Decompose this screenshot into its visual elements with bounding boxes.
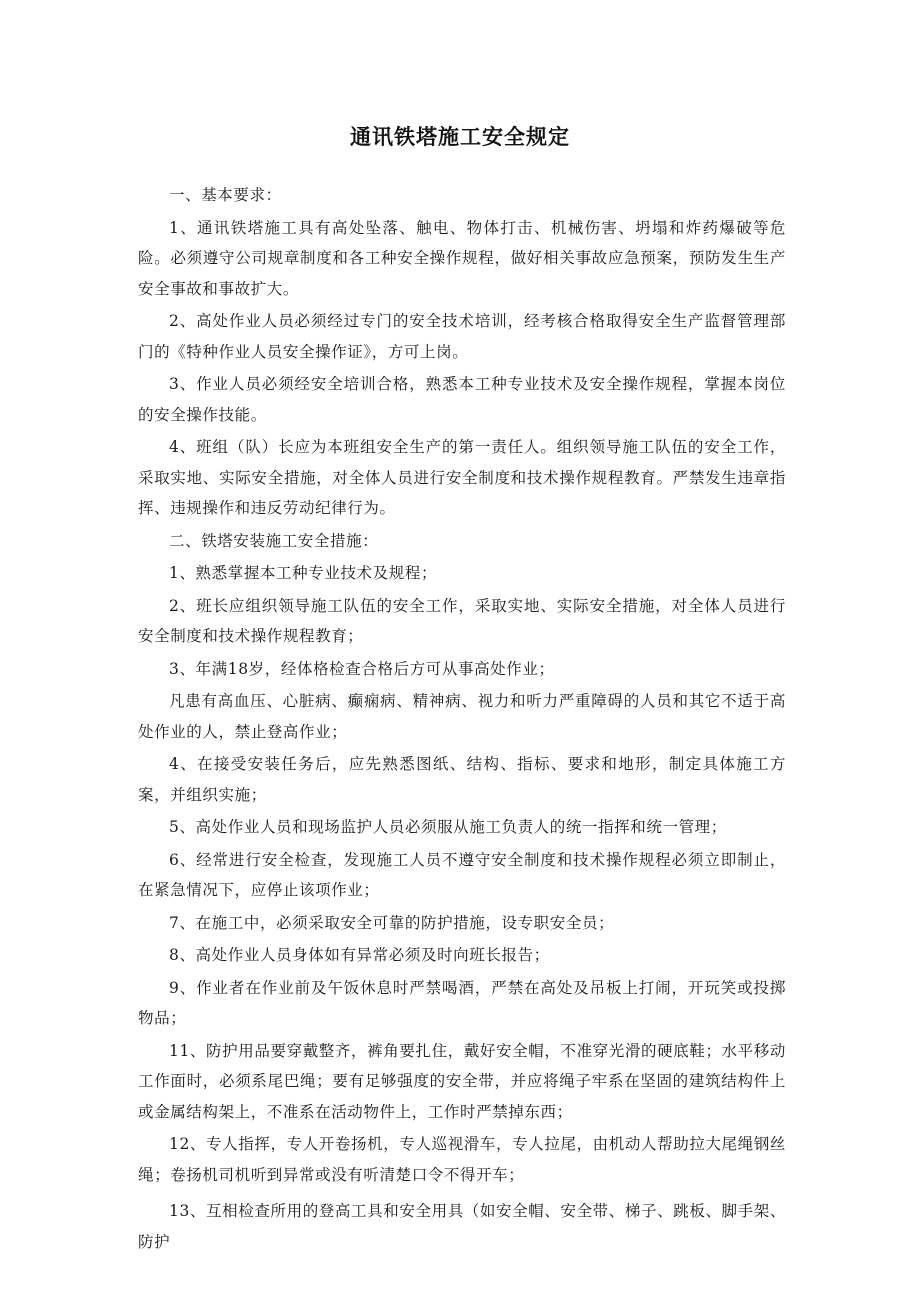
section-heading-basic-requirements: 一、基本要求： (169, 186, 282, 204)
paragraph: 2、班长应组织领导施工队伍的安全工作，采取实地、实际安全措施，对全体人员进行安全制度和技术操作规程教育； (138, 596, 786, 645)
paragraph: 13、互相检查所用的登高工具和安全用具（如安全帽、安全带、梯子、跳板、脚手架、防护 (138, 1202, 786, 1251)
paragraph: 1、通讯铁塔施工具有高处坠落、触电、物体打击、机械伤害、坍塌和炸药爆破等危险。必须遵守公司规章制度和各工种安全操作规程，做好相关事故应急预案，预防发生生产安全事故和事故扩大。 (138, 218, 786, 298)
paragraph: 6、经常进行安全检查，发现施工人员不遵守安全制度和技术操作规程必须立即制止，在紧急情况下，应停止该项作业； (138, 850, 786, 899)
paragraph: 2、高处作业人员必须经过专门的安全技术培训，经考核合格取得安全生产监督管理部门的《特种作业人员安全操作证》，方可上岗。 (138, 312, 786, 361)
paragraph: 3、年满18岁，经体格检查合格后方可从事高处作业； (169, 659, 555, 678)
paragraph: 7、在施工中，必须采取安全可靠的防护措施，设专职安全员； (169, 913, 615, 932)
paragraph: 4、在接受安装任务后，应先熟悉图纸、结构、指标、要求和地形，制定具体施工方案，并组织实施； (138, 755, 786, 804)
paragraph: 1、熟悉掌握本工种专业技术及规程； (169, 564, 438, 582)
paragraph: 4、班组（队）长应为本班组安全生产的第一责任人。组织领导施工队伍的安全工作，采取实地、实际安全措施，对全体人员进行安全制度和技术操作规程教育。严禁发生违章指挥、违规操作和违反劳动纪律行为。 (138, 438, 786, 517)
paragraph: 11、防护用品要穿戴整齐，裤角要扎住，戴好安全帽，不准穿光滑的硬底鞋；水平移动工作面时，必须系尾巴绳；要有足够强度的安全带，并应将绳子牢系在坚固的建筑结构件上或金属结构架上，不准系在活动物件上，工作时严禁掉东西； (138, 1041, 786, 1121)
paragraph: 5、高处作业人员和现场监护人员必须服从施工负责人的统一指挥和统一管理； (169, 818, 727, 836)
document-body (138, 180, 786, 1259)
paragraph: 8、高处作业人员身体如有异常必须及时向班长报告； (169, 946, 550, 964)
paragraph: 凡患有高血压、心脏病、癫痫病、精神病、视力和听力严重障碍的人员和其它不适于高处作业的人，禁止登高作业； (138, 692, 786, 741)
paragraph: 12、专人指挥，专人开卷扬机，专人巡视滑车，专人拉尾，由机动人帮助拉大尾绳钢丝绳；卷扬机司机听到异常或没有听清楚口令不得开车； (138, 1135, 786, 1184)
section-heading-tower-installation: 二、铁塔安装施工安全措施： (169, 531, 379, 550)
paragraph: 3、作业人员必须经安全培训合格，熟悉本工种专业技术及安全操作规程，掌握本岗位的安全操作技能。 (138, 375, 786, 424)
document-title: 通讯铁塔施工安全规定 (350, 125, 570, 149)
paragraph: 9、作业者在作业前及午饭休息时严禁喝酒，严禁在高处及吊板上打闹，开玩笑或投掷物品； (138, 978, 786, 1027)
